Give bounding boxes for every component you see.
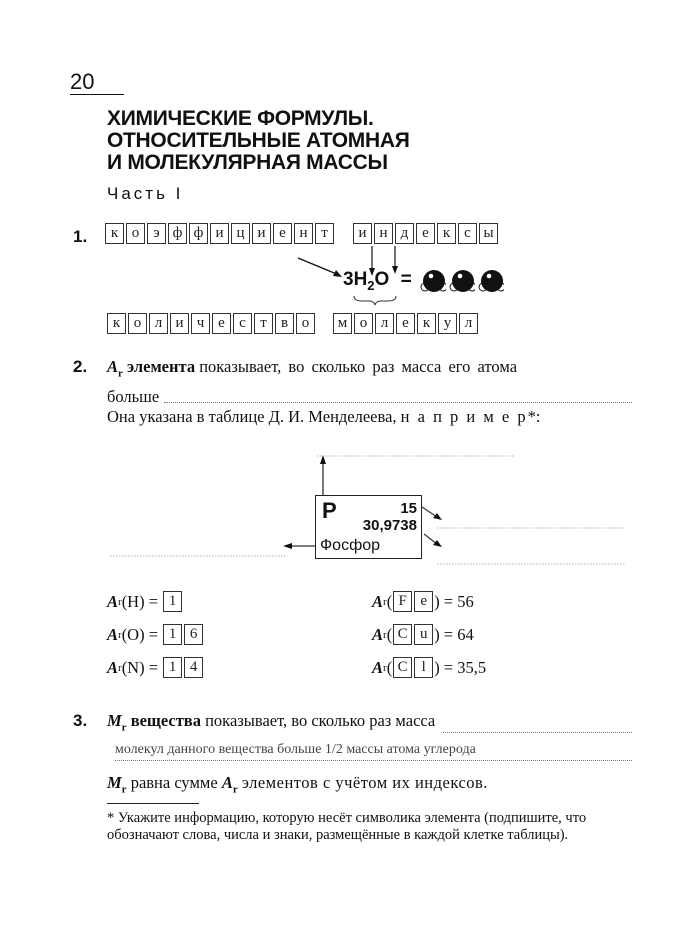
molecule-brace — [354, 296, 396, 305]
letter-box[interactable]: и — [353, 223, 372, 244]
q3-line1-text: показывает, во сколько раз масса — [205, 711, 436, 730]
ar-label: (O) = — [121, 624, 159, 644]
ar-symbol: A — [372, 624, 384, 644]
answer-blank-3[interactable] — [115, 740, 632, 761]
answer-box[interactable]: C — [393, 657, 412, 678]
mr-subscript-2: r — [121, 783, 127, 796]
ar-label: ( — [386, 591, 393, 611]
ar-example-row — [107, 651, 204, 684]
footnote-divider — [107, 803, 199, 804]
answer-box[interactable]: 1 — [163, 591, 182, 612]
ar-example-row — [372, 618, 486, 651]
ar-label: (N) = — [121, 657, 159, 677]
letter-box[interactable]: ц — [231, 223, 250, 244]
q2-line3-spaced: н а п р и м е р — [400, 407, 528, 426]
ar-subscript: r — [118, 661, 122, 674]
ar-symbol: A — [107, 357, 119, 376]
q3-bold-term: вещества — [130, 711, 201, 730]
answer-box[interactable]: F — [393, 591, 412, 612]
q2-bold-term: элемента — [127, 357, 196, 376]
letter-box[interactable]: е — [273, 223, 292, 244]
letter-box[interactable]: т — [254, 313, 273, 334]
arrow-right-mass-head — [433, 540, 442, 547]
letter-box[interactable]: ы — [479, 223, 498, 244]
q2-line2 — [107, 386, 632, 408]
element-atomic-mass: 30,9738 — [362, 517, 417, 534]
q2-line3 — [107, 406, 540, 428]
answer-box[interactable]: l — [414, 657, 433, 678]
part-label: Часть I — [107, 184, 184, 203]
letter-box[interactable]: с — [233, 313, 252, 334]
letter-box[interactable]: к — [437, 223, 456, 244]
q3-line3-end: элементов с учётом их индексов. — [241, 773, 488, 792]
question-2-number: 2. — [73, 357, 88, 376]
ar-value: ) = 56 — [434, 591, 474, 611]
arrow-right-number-head — [433, 513, 442, 520]
q3-answer-text: молекул данного вещества больше 1/2 массы атома углерода — [115, 742, 476, 757]
water-molecule-icon — [420, 268, 446, 292]
ar-symbol: A — [372, 657, 384, 677]
q2-line2-text: больше — [107, 387, 160, 406]
mr-subscript: r — [121, 721, 127, 734]
q3-line1 — [107, 710, 632, 738]
ar-label: ( — [386, 624, 393, 644]
ar-examples-left — [107, 585, 204, 684]
arrow-right-number — [422, 507, 437, 517]
letter-box[interactable]: ф — [189, 223, 208, 244]
letter-box[interactable]: к — [107, 313, 126, 334]
letter-box[interactable]: у — [438, 313, 457, 334]
element-atomic-number: 15 — [400, 500, 417, 517]
ar-subscript: r — [383, 628, 387, 641]
ar-label: (H) = — [121, 591, 159, 611]
word-kolichestvo — [107, 313, 315, 334]
ar-example-row — [372, 585, 486, 618]
footnote-ref: *: — [527, 407, 541, 426]
arrow-head-coefficient — [333, 270, 342, 277]
letter-box[interactable]: е — [416, 223, 435, 244]
water-molecule-icon — [449, 268, 475, 292]
letter-box[interactable]: к — [105, 223, 124, 244]
question-1-number: 1. — [73, 227, 88, 246]
formula-coef: 3H — [343, 269, 368, 291]
letter-box[interactable]: л — [375, 313, 394, 334]
letter-box[interactable]: н — [374, 223, 393, 244]
mr-symbol-2: M — [107, 773, 122, 792]
ar-example-row — [107, 618, 204, 651]
letter-box[interactable]: е — [212, 313, 231, 334]
ar-subscript: r — [383, 595, 387, 608]
q2-line1-text: показывает, во сколько раз масса его атома — [199, 357, 518, 376]
title-line-2: ОТНОСИТЕЛЬНЫЕ АТОМНАЯ — [107, 129, 410, 152]
footnote: * Укажите информацию, которую несёт символика элемента (подпишите, что обозначают слова, числа и знаки, размещённые в каждой клетке таблицы). — [107, 810, 587, 843]
letter-box[interactable]: о — [354, 313, 373, 334]
q2-line1 — [107, 356, 632, 384]
letter-box[interactable]: д — [395, 223, 414, 244]
word-molekul — [333, 313, 478, 334]
ar-value: ) = 64 — [434, 624, 474, 644]
letter-box[interactable]: л — [149, 313, 168, 334]
ar-symbol-2: A — [221, 773, 233, 792]
formula-equals: = — [400, 269, 412, 291]
formula-3h2o — [343, 268, 504, 293]
ar-example-row — [372, 651, 486, 684]
answer-box[interactable]: 6 — [184, 624, 203, 645]
answer-box[interactable]: 4 — [184, 657, 203, 678]
letter-box[interactable]: и — [252, 223, 271, 244]
arrow-coefficient — [298, 258, 339, 275]
ar-symbol: A — [372, 591, 384, 611]
letter-box[interactable]: о — [128, 313, 147, 334]
formula-subscript: 2 — [367, 277, 375, 293]
answer-blank-1[interactable] — [164, 386, 632, 403]
element-name: Фосфор — [320, 537, 381, 554]
arrow-left-head — [283, 543, 292, 549]
mr-symbol: M — [107, 711, 122, 730]
title-line-1: ХИМИЧЕСКИЕ ФОРМУЛЫ. — [107, 107, 374, 130]
element-symbol: P — [322, 498, 337, 523]
question-3-number: 3. — [73, 711, 88, 730]
letter-box[interactable]: н — [294, 223, 313, 244]
answer-box[interactable]: 1 — [163, 657, 182, 678]
letter-box[interactable]: в — [275, 313, 294, 334]
ar-subscript-2: r — [232, 783, 238, 796]
letter-box[interactable]: м — [333, 313, 352, 334]
ar-symbol: A — [107, 657, 119, 677]
letter-box[interactable]: э — [147, 223, 166, 244]
ar-symbol: A — [107, 624, 119, 644]
ar-subscript: r — [383, 661, 387, 674]
answer-blank-2[interactable] — [443, 710, 632, 733]
answer-box[interactable]: C — [393, 624, 412, 645]
letter-box[interactable]: л — [459, 313, 478, 334]
ar-value: ) = 35,5 — [434, 657, 487, 677]
ar-examples-right — [372, 585, 486, 684]
answer-box[interactable]: u — [414, 624, 433, 645]
letter-box[interactable]: к — [417, 313, 436, 334]
ar-symbol: A — [107, 591, 119, 611]
letter-box[interactable]: е — [396, 313, 415, 334]
q2-line3-text: Она указана в таблице Д. И. Менделеева, — [107, 407, 397, 426]
ar-subscript: r — [118, 628, 122, 641]
ar-subscript: r — [118, 367, 123, 380]
q3-line3 — [107, 772, 488, 800]
ar-label: ( — [386, 657, 393, 677]
formula-oxygen: O — [374, 269, 390, 291]
letter-box[interactable]: и — [170, 313, 189, 334]
letter-box[interactable]: о — [126, 223, 145, 244]
letter-box[interactable]: т — [315, 223, 334, 244]
water-molecule-icon — [478, 268, 504, 292]
answer-box[interactable]: 1 — [163, 624, 182, 645]
letter-box[interactable]: с — [458, 223, 477, 244]
molecule-models — [417, 269, 504, 290]
element-cell-phosphorus — [315, 495, 422, 559]
letter-box[interactable]: о — [296, 313, 315, 334]
letter-box[interactable]: и — [210, 223, 229, 244]
answer-box[interactable]: e — [414, 591, 433, 612]
ar-subscript: r — [118, 595, 122, 608]
page-number: 20 — [70, 70, 124, 95]
letter-box[interactable]: ф — [168, 223, 187, 244]
title-line-3: И МОЛЕКУЛЯРНАЯ МАССЫ — [107, 151, 388, 174]
q3-line3-mid: равна сумме — [130, 773, 218, 792]
ar-example-row — [107, 585, 204, 618]
letter-box[interactable]: ч — [191, 313, 210, 334]
